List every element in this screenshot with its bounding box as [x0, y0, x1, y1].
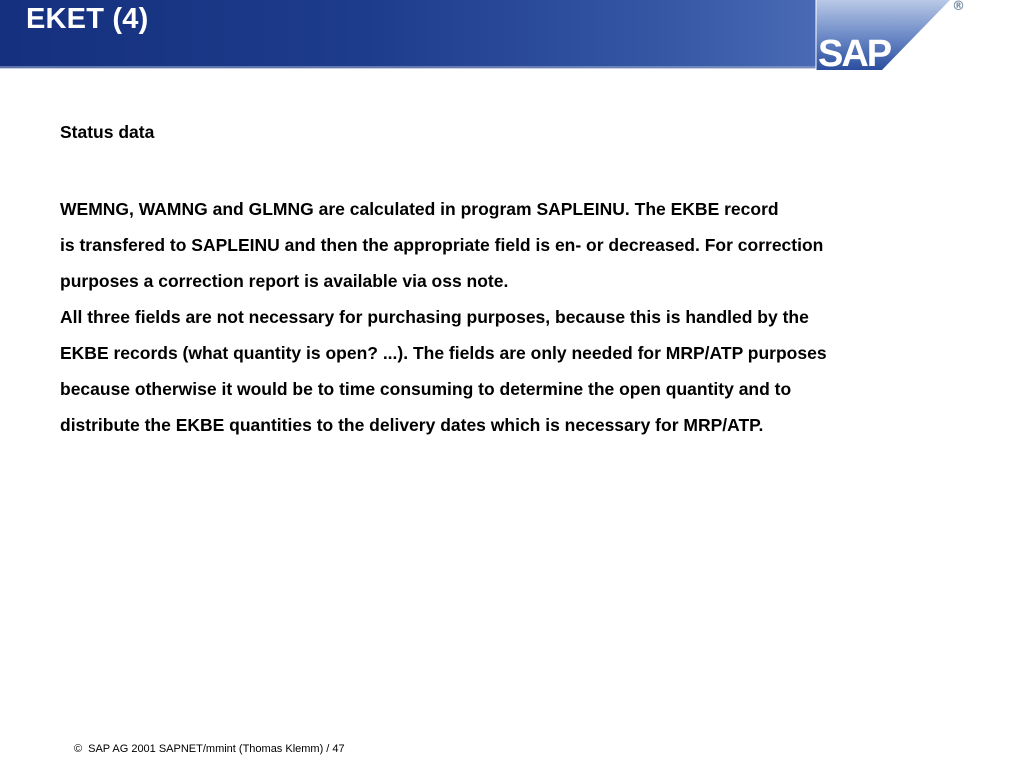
slide-body	[60, 119, 960, 443]
section-heading: Status data	[60, 122, 155, 142]
paragraph-purpose	[60, 299, 960, 443]
slide-title: EKET (4)	[26, 3, 149, 35]
text-line: All three fields are not necessary for purchasing purposes, because this is handled by the	[60, 307, 809, 327]
paragraph-calculation	[60, 191, 960, 299]
text-line: purposes a correction report is available via oss note.	[60, 271, 509, 291]
slide-footer	[74, 742, 345, 756]
text-line: because otherwise it would be to time consuming to determine the open quantity and to	[60, 379, 792, 399]
sap-logo-text: SAP	[818, 33, 891, 72]
text-line: EKBE records (what quantity is open? ...). The fields are only needed for MRP/ATP purposes	[60, 343, 827, 363]
slide-header	[0, 0, 1024, 72]
copyright-icon: ©	[74, 743, 83, 755]
text-line: is transfered to SAPLEINU and then the appropriate field is en- or decreased. For correction	[60, 235, 824, 255]
registered-trademark-icon: ®	[952, 0, 965, 14]
text-line: WEMNG, WAMNG and GLMNG are calculated in program SAPLEINU. The EKBE record	[60, 199, 779, 219]
footer-text: SAP AG 2001 SAPNET/mmint (Thomas Klemm) / 47	[88, 743, 345, 755]
sap-logo	[808, 0, 968, 72]
text-line: distribute the EKBE quantities to the delivery dates which is necessary for MRP/ATP.	[60, 415, 764, 435]
